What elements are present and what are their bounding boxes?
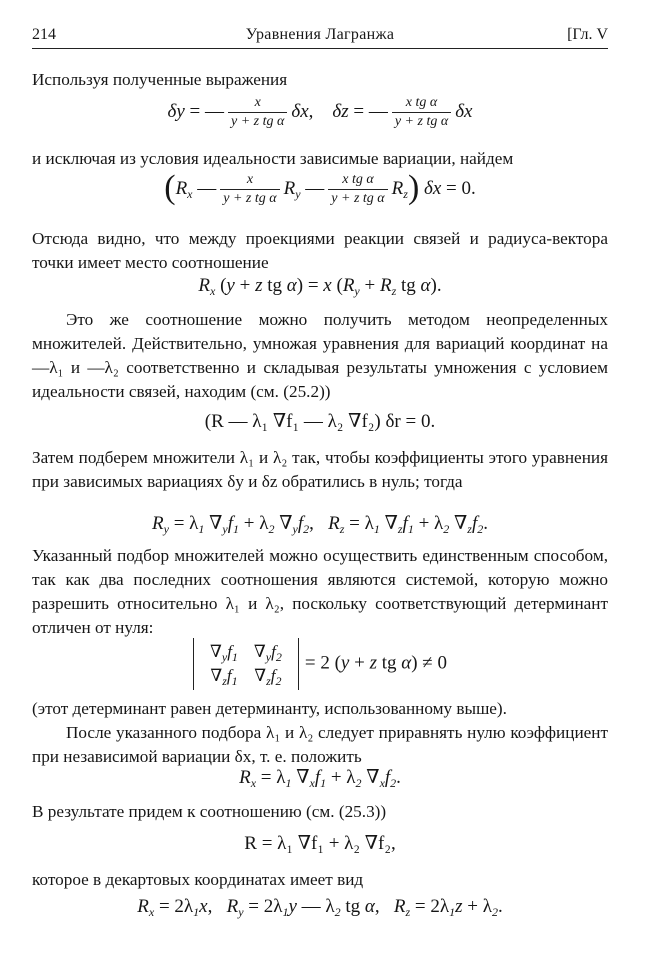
paragraph-4: Это же соотношение можно получить методом неопределенных множителей. Действительно, умножая уравнения для вариаций координат на —λ₁ и —λ₂ соответственно и складывая результаты умножения с условием идеальности связей, находим (см. (25.2)) [32, 310, 608, 401]
equation-5: $R_y = \lambda_1$ $\nabla_yf_1 + \lambda_2$ $\nabla_yf_2$, $R_z = \lambda_1$ $\nabla_zf_1 + \lambda_2$ $\nabla_zf_2$. [152, 513, 488, 536]
page-number: 214 [32, 26, 56, 43]
paragraph-8: После указанного подбора λ₁ и λ₂ следует приравнять нулю коэффициент при независимой вариации δx, т. е. положить [32, 723, 608, 766]
equation-6: $\nabla_yf_1$ $\nabla_yf_2$ $\nabla_zf_1$ $\nabla_zf_2$ = 2 (y + z tg α) ≠ 0 [32, 638, 608, 690]
paragraph-7: (этот детерминант равен детерминанту, использованному выше). [32, 699, 507, 718]
paragraph-9: В результате придем к соотношению (см. (25.3)) [32, 802, 387, 821]
paragraph-3: Отсюда видно, что между проекциями реакции связей и радиуса-вектора точки имеет место соотношение [32, 229, 608, 272]
equation-7: $R_x = \lambda_1$ $\nabla_xf_1 + \lambda_2$ $\nabla_xf_2$. [239, 767, 401, 790]
equation-1: δy = — $\frac{x}{\text{y + z tg α}}$ δx, δz = — $\frac{\text{x tg α}}{\text{y + z tg α}}$ δx [167, 95, 473, 129]
paragraph-2: и исключая из условия идеальности зависимые вариации, найдем [32, 149, 514, 168]
equation-9: $R_x = 2\lambda_1x$, $R_y = 2\lambda_1y$ — $\lambda_2$ tg α, $R_z = 2\lambda_1z + \lambda_2$. [137, 896, 503, 919]
chapter-label: [Гл. V [567, 26, 608, 43]
equation-8: R = λ₁ ∇f₁ + λ₂ ∇f₂, [244, 833, 396, 854]
paragraph-5: Затем подберем множители λ₁ и λ₂ так, чтобы коэффициенты этого уравнения при зависимых вариациях δy и δz обратились в нуль; тогда [32, 448, 608, 491]
equation-4: (R — λ₁ ∇f₁ — λ₂ ∇f₂) δr = 0. [204, 411, 436, 432]
equation-3: $R_x$ (y + z tg α) = x ($R_y + R_z$ tg α). [198, 275, 442, 298]
running-title: Уравнения Лагранжа [245, 26, 395, 43]
paragraph-1: Используя полученные выражения [32, 70, 288, 89]
determinant: $\nabla_yf_1$ $\nabla_yf_2$ $\nabla_zf_1$ $\nabla_zf_2$ [193, 638, 299, 690]
paragraph-6: Указанный подбор множителей можно осуществить единственным способом, так как два последних соотношения являются системой, которую можно разрешить относительно λ₁ и λ₂, поскольку соответствующий детерминант отличен от нуля: [32, 546, 608, 637]
page-header [32, 26, 608, 49]
equation-2: ($R_x$ — $\frac{x}{\text{y + z tg α}}$ $R_y$ — $\frac{\text{x tg α}}{\text{y + z tg α}}$ $R_z$) δx = 0. [164, 168, 476, 206]
paragraph-10: которое в декартовых координатах имеет вид [32, 870, 364, 889]
